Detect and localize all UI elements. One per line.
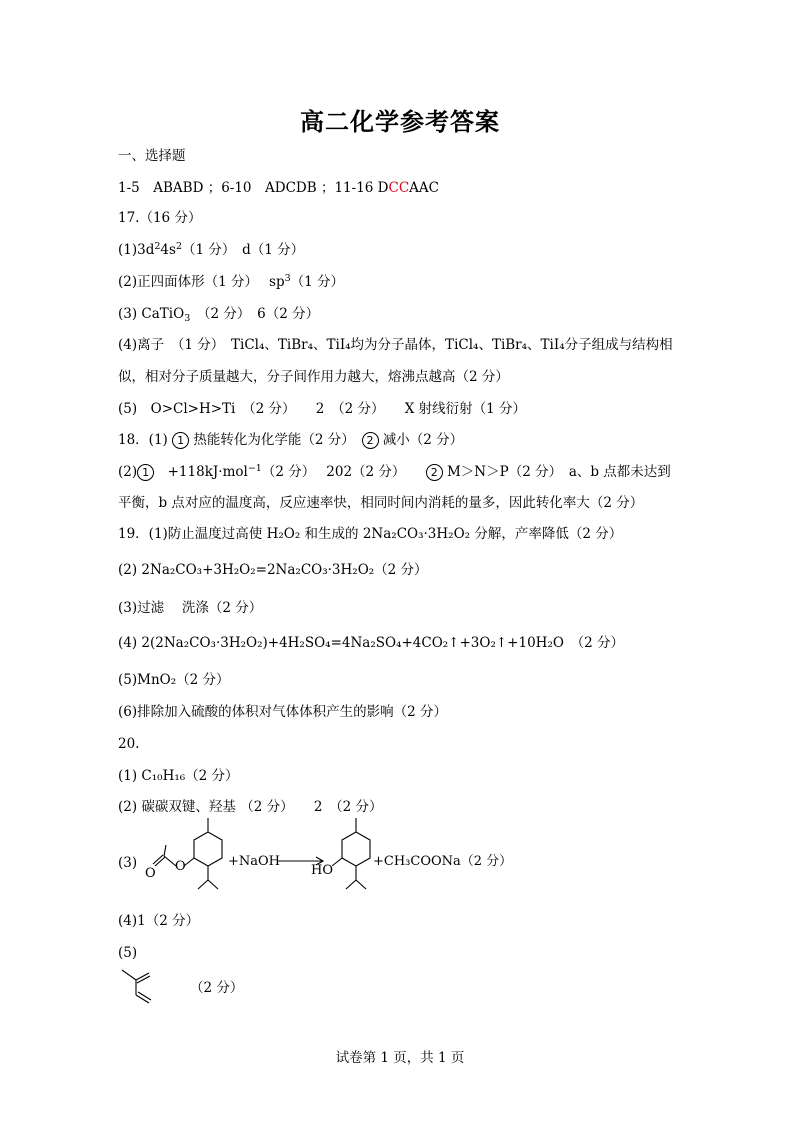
q17-answer-3: (3) CaTiO$_3$ （2 分） 6（2 分） xyxy=(118,306,320,324)
q18-answer-1: 18．(1) 1 热能转化为化学能（2 分） 2 减小（2 分） xyxy=(118,432,464,448)
cyclohexane-ring xyxy=(194,832,222,866)
q19-answer-4: (4) 2(2Na₂CO₃·3H₂O₂)+4H₂SO₄=4Na₂SO₄+4CO₂↑+3O₂↑+10H₂O （2 分） xyxy=(118,635,625,651)
circled-number: 1 xyxy=(137,464,154,481)
circled-number: 1 xyxy=(172,432,189,449)
bond xyxy=(137,976,150,983)
q19-answer-5: (5)MnO₂（2 分） xyxy=(118,672,230,688)
q20-answer-5-label: (5) xyxy=(118,945,138,961)
hydroxyl-label: HO xyxy=(311,863,333,878)
reagent-naoh: +NaOH xyxy=(228,854,281,869)
circled-number: 2 xyxy=(426,464,443,481)
bond xyxy=(356,880,366,889)
q17-answer-4-cont: 似，相对分子质量越大，分子间作用力越大，熔沸点越高（2 分） xyxy=(118,369,509,385)
bond xyxy=(208,880,218,889)
q18-answer-2-cont: 平衡，b 点对应的温度高，反应速率快，相同时间内消耗的量多，因此转化率大（2 分） xyxy=(118,495,644,511)
cyclohexane-ring xyxy=(342,832,370,866)
bond xyxy=(164,845,166,856)
q19-answer-2: (2) 2Na₂CO₃+3H₂O₂=2Na₂CO₃·3H₂O₂（2 分） xyxy=(118,562,428,578)
q20-answer-3-label: (3) xyxy=(118,855,138,871)
q17-answer-1: $(1)3d^24s^2(1$ 分） d（1 分） xyxy=(118,241,305,258)
q17-answer-5: (5) O>Cl>H>Ti （2 分） 2 （2 分） X 射线衍射（1 分） xyxy=(118,401,526,417)
bond xyxy=(198,880,208,889)
q19-answer-6: (6)排除加入硫酸的体积对气体体积产生的影响（2 分） xyxy=(118,704,448,720)
q20-answer-2: (2) 碳碳双键、羟基 （2 分） 2 （2 分） xyxy=(118,799,383,815)
q19-answer-1: 19．(1)防止温度过高使 H₂O₂ 和生成的 2Na₂CO₃·3H₂O₂ 分解，产率降低（2 分） xyxy=(118,526,623,542)
bond xyxy=(122,970,136,980)
q17-answer-4: (4)离子 （1 分） TiCl₄、TiBr₄、TiI₄均为分子晶体，TiCl₄、TiBr₄、TiI₄分子组成与结构相 xyxy=(118,337,673,353)
bond xyxy=(346,880,356,889)
circled-number: 2 xyxy=(362,432,379,449)
choice-answers: 1-5 ABABD ；6-10 ADCDB ；11-16 DCCAAC xyxy=(118,180,439,196)
q17-heading: 17.（16 分） xyxy=(118,210,202,226)
q17-answer-2: (2)正四面体形（1 分） $sp^3(1$ 分） xyxy=(118,273,345,290)
page-footer: 试卷第 1 页，共 1 页 xyxy=(335,1050,465,1066)
q18-answer-2: (2) 1 +118kJ·mol$^{-1}$（2 分） 202（2 分） 2 M＞N＞P（2 分） a、b 点都未达到 xyxy=(118,463,671,480)
page-title: 高二化学参考答案 xyxy=(300,108,500,136)
q20-answer-4: (4)1（2 分） xyxy=(118,913,200,929)
bond xyxy=(136,995,149,1003)
products-label: +CH₃COONa（2 分） xyxy=(373,854,513,869)
bond xyxy=(332,858,342,866)
bond xyxy=(136,973,149,980)
q19-answer-3: (3)过滤 洗涤（2 分） xyxy=(118,600,263,616)
bond xyxy=(138,992,151,1000)
ester-oxygen: O xyxy=(175,859,186,874)
q20-heading: 20. xyxy=(118,736,140,752)
q20-answer-5-score: （2 分） xyxy=(190,980,244,996)
section-heading-choice: 一、选择题 xyxy=(118,148,186,164)
ester-carbonyl-oxygen: O xyxy=(145,866,156,881)
q20-answer-1: (1) C₁₀H₁₆（2 分） xyxy=(118,768,239,784)
